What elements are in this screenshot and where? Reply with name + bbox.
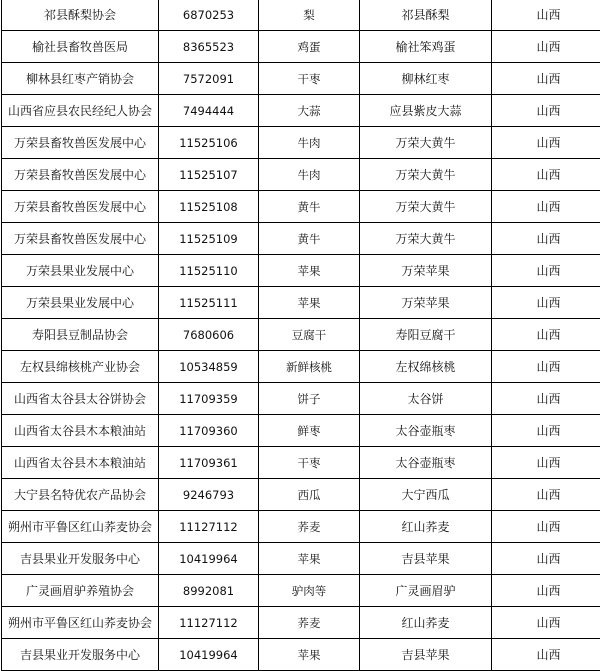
cell-province: 山西 <box>492 575 600 607</box>
cell-product: 新鲜核桃 <box>259 351 360 383</box>
cell-province: 山西 <box>492 191 600 223</box>
cell-product: 干枣 <box>259 63 360 95</box>
table-row <box>2 319 600 351</box>
cell-unit: 山西省太谷县木本粮油站 <box>2 447 159 479</box>
cell-product: 驴肉等 <box>259 575 360 607</box>
cell-province: 山西 <box>492 543 600 575</box>
cell-unit: 吉县果业开发服务中心 <box>2 543 159 575</box>
cell-product: 黄牛 <box>259 191 360 223</box>
cell-product: 牛肉 <box>259 159 360 191</box>
cell-unit: 万荣县畜牧兽医发展中心 <box>2 159 159 191</box>
cell-unit: 山西省太谷县太谷饼协会 <box>2 383 159 415</box>
table-row <box>2 159 600 191</box>
cell-code: 10534859 <box>159 351 259 383</box>
cell-unit: 万荣县果业发展中心 <box>2 255 159 287</box>
cell-product: 苹果 <box>259 287 360 319</box>
cell-product: 西瓜 <box>259 479 360 511</box>
cell-province: 山西 <box>492 383 600 415</box>
cell-code: 11525110 <box>159 255 259 287</box>
cell-brand: 万荣苹果 <box>360 287 492 319</box>
cell-product: 饼子 <box>259 383 360 415</box>
table-row <box>2 0 600 31</box>
cell-province: 山西 <box>492 287 600 319</box>
cell-brand: 太谷饼 <box>360 383 492 415</box>
cell-code: 10419964 <box>159 543 259 575</box>
cell-unit: 朔州市平鲁区红山荞麦协会 <box>2 511 159 543</box>
cell-province: 山西 <box>492 255 600 287</box>
table-row <box>2 63 600 95</box>
table-row <box>2 415 600 447</box>
cell-code: 11525106 <box>159 127 259 159</box>
table-row <box>2 31 600 63</box>
cell-brand: 万荣大黄牛 <box>360 223 492 255</box>
registration-table <box>1 0 600 671</box>
cell-product: 苹果 <box>259 255 360 287</box>
cell-code: 11525108 <box>159 191 259 223</box>
table-row <box>2 607 600 639</box>
cell-brand: 太谷壶瓶枣 <box>360 415 492 447</box>
cell-province: 山西 <box>492 351 600 383</box>
table-row <box>2 479 600 511</box>
cell-product: 牛肉 <box>259 127 360 159</box>
cell-unit: 万荣县畜牧兽医发展中心 <box>2 127 159 159</box>
cell-unit: 万荣县畜牧兽医发展中心 <box>2 191 159 223</box>
cell-province: 山西 <box>492 511 600 543</box>
cell-code: 6870253 <box>159 0 259 31</box>
cell-product: 苹果 <box>259 543 360 575</box>
cell-code: 8992081 <box>159 575 259 607</box>
table-row <box>2 223 600 255</box>
cell-province: 山西 <box>492 95 600 127</box>
cell-product: 梨 <box>259 0 360 31</box>
cell-unit: 祁县酥梨协会 <box>2 0 159 31</box>
cell-brand: 祁县酥梨 <box>360 0 492 31</box>
table-row <box>2 191 600 223</box>
cell-brand: 吉县苹果 <box>360 543 492 575</box>
cell-brand: 柳林红枣 <box>360 63 492 95</box>
cell-product: 荞麦 <box>259 607 360 639</box>
table-row <box>2 639 600 671</box>
cell-code: 10419964 <box>159 639 259 671</box>
table-row <box>2 383 600 415</box>
cell-province: 山西 <box>492 415 600 447</box>
table-body <box>2 0 600 671</box>
cell-province: 山西 <box>492 63 600 95</box>
table-row <box>2 287 600 319</box>
cell-code: 7572091 <box>159 63 259 95</box>
cell-brand: 红山荞麦 <box>360 607 492 639</box>
cell-province: 山西 <box>492 607 600 639</box>
cell-province: 山西 <box>492 447 600 479</box>
table-row <box>2 127 600 159</box>
cell-unit: 大宁县名特优农产品协会 <box>2 479 159 511</box>
cell-code: 11525111 <box>159 287 259 319</box>
cell-province: 山西 <box>492 223 600 255</box>
cell-code: 11127112 <box>159 511 259 543</box>
cell-unit: 山西省应县农民经纪人协会 <box>2 95 159 127</box>
cell-code: 9246793 <box>159 479 259 511</box>
cell-brand: 万荣大黄牛 <box>360 191 492 223</box>
cell-unit: 柳林县红枣产销协会 <box>2 63 159 95</box>
table-row <box>2 95 600 127</box>
cell-brand: 寿阳豆腐干 <box>360 319 492 351</box>
cell-province: 山西 <box>492 0 600 31</box>
cell-province: 山西 <box>492 159 600 191</box>
cell-product: 鸡蛋 <box>259 31 360 63</box>
cell-province: 山西 <box>492 31 600 63</box>
table-row <box>2 543 600 575</box>
cell-unit: 山西省太谷县木本粮油站 <box>2 415 159 447</box>
cell-unit: 万荣县畜牧兽医发展中心 <box>2 223 159 255</box>
table-row <box>2 575 600 607</box>
cell-brand: 广灵画眉驴 <box>360 575 492 607</box>
cell-product: 苹果 <box>259 639 360 671</box>
cell-brand: 大宁西瓜 <box>360 479 492 511</box>
cell-brand: 太谷壶瓶枣 <box>360 447 492 479</box>
cell-brand: 红山荞麦 <box>360 511 492 543</box>
cell-province: 山西 <box>492 639 600 671</box>
cell-province: 山西 <box>492 319 600 351</box>
table-row <box>2 255 600 287</box>
cell-brand: 应县紫皮大蒜 <box>360 95 492 127</box>
cell-product: 鲜枣 <box>259 415 360 447</box>
cell-brand: 万荣苹果 <box>360 255 492 287</box>
cell-code: 11709359 <box>159 383 259 415</box>
cell-brand: 榆社笨鸡蛋 <box>360 31 492 63</box>
cell-unit: 寿阳县豆制品协会 <box>2 319 159 351</box>
cell-code: 11709360 <box>159 415 259 447</box>
table-row <box>2 511 600 543</box>
cell-brand: 左权绵核桃 <box>360 351 492 383</box>
table-row <box>2 447 600 479</box>
cell-code: 8365523 <box>159 31 259 63</box>
cell-product: 干枣 <box>259 447 360 479</box>
cell-brand: 万荣大黄牛 <box>360 159 492 191</box>
cell-product: 荞麦 <box>259 511 360 543</box>
cell-unit: 左权县绵核桃产业协会 <box>2 351 159 383</box>
cell-unit: 榆社县畜牧兽医局 <box>2 31 159 63</box>
cell-product: 豆腐干 <box>259 319 360 351</box>
cell-unit: 吉县果业开发服务中心 <box>2 639 159 671</box>
cell-product: 大蒜 <box>259 95 360 127</box>
cell-code: 11525109 <box>159 223 259 255</box>
cell-code: 7680606 <box>159 319 259 351</box>
cell-brand: 万荣大黄牛 <box>360 127 492 159</box>
cell-code: 7494444 <box>159 95 259 127</box>
cell-unit: 万荣县果业发展中心 <box>2 287 159 319</box>
cell-unit: 广灵画眉驴养殖协会 <box>2 575 159 607</box>
cell-brand: 吉县苹果 <box>360 639 492 671</box>
cell-unit: 朔州市平鲁区红山荞麦协会 <box>2 607 159 639</box>
cell-code: 11525107 <box>159 159 259 191</box>
table-row <box>2 351 600 383</box>
cell-code: 11127112 <box>159 607 259 639</box>
cell-product: 黄牛 <box>259 223 360 255</box>
cell-province: 山西 <box>492 479 600 511</box>
cell-code: 11709361 <box>159 447 259 479</box>
cell-province: 山西 <box>492 127 600 159</box>
